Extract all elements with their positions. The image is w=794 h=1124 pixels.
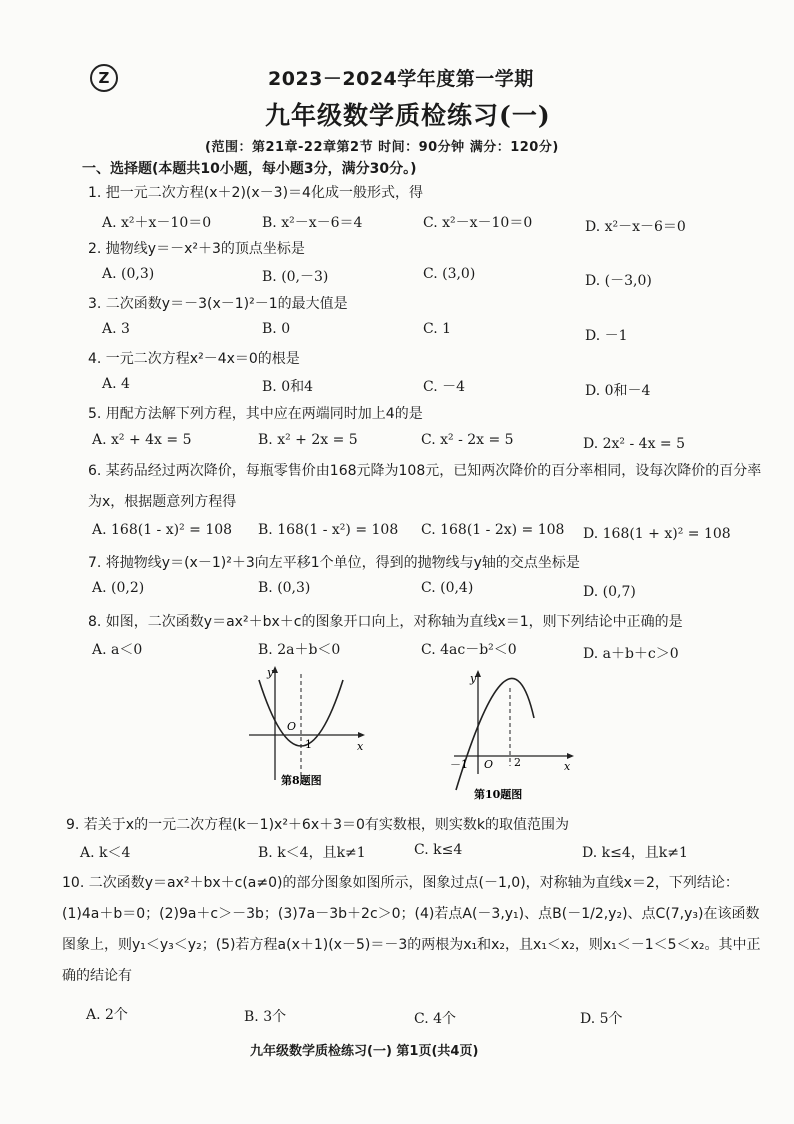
option-d: D. 2x² - 4x = 5 (583, 436, 686, 452)
option-b: B. x² + 2x = 5 (258, 432, 358, 448)
option-b: B. 0和4 (262, 379, 314, 395)
option-c: C. 4个 (414, 1011, 457, 1027)
tick-label-neg1: －1 (450, 758, 468, 771)
option-b: B. 2a＋b＜0 (258, 642, 341, 658)
tick-label-1: 1 (305, 738, 312, 751)
option-b: B. 168(1 - x²) = 108 (258, 522, 399, 538)
question-stem: 2. 抛物线y＝－x²＋3的顶点坐标是 (88, 241, 305, 257)
figure-8 (245, 662, 375, 790)
y-label: y (470, 672, 477, 685)
x-axis-arrow (358, 732, 365, 738)
option-b: B. 3个 (244, 1009, 287, 1025)
question-stem: 8. 如图，二次函数y＝ax²＋bx＋c的图象开口向上，对称轴为直线x＝1，则下列结论中正确的是 (88, 614, 683, 630)
option-c: C. k≤4 (414, 842, 463, 858)
option-a: A. 4 (102, 376, 130, 392)
option-c: C. (0,4) (421, 580, 474, 596)
option-c: C. 168(1 - 2x) = 108 (421, 522, 565, 538)
option-c: C. 1 (423, 321, 452, 337)
option-a: A. x²＋x－10＝0 (102, 215, 212, 231)
option-a: A. (0,3) (102, 266, 155, 282)
page-footer: 九年级数学质检练习(一) 第1页(共4页) (250, 1044, 479, 1059)
section-heading: 一、选择题(本题共10小题，每小题3分，满分30分。) (82, 161, 417, 177)
option-c: C. x²－x－10＝0 (423, 215, 533, 231)
option-c: C. －4 (423, 379, 466, 395)
question-stem: 3. 二次函数y＝－3(x－1)²－1的最大值是 (88, 296, 348, 312)
option-b: B. (0,－3) (262, 269, 329, 285)
y-label: y (267, 666, 274, 679)
question-stem: 9. 若关于x的一元二次方程(k－1)x²＋6x＋3＝0有实数根，则实数k的取值范围为 (66, 817, 570, 833)
option-a: A. x² + 4x = 5 (92, 432, 192, 448)
option-b: B. k＜4，且k≠1 (258, 845, 366, 861)
option-a: A. k＜4 (80, 845, 131, 861)
option-d: D. x²－x－6＝0 (585, 219, 686, 235)
option-d: D. a＋b＋c＞0 (583, 646, 679, 662)
x-label: x (357, 740, 364, 753)
exam-meta: (范围：第21章-22章第2节 时间：90分钟 满分：120分) (205, 140, 559, 155)
x-label: x (564, 760, 571, 773)
option-d: D. 5个 (580, 1011, 623, 1027)
option-d: D. 0和－4 (585, 383, 651, 399)
option-d: D. (0,7) (583, 584, 636, 600)
tick-label-2: 2 (514, 756, 521, 769)
option-a: A. a＜0 (92, 642, 143, 658)
question-stem: 10. 二次函数y＝ax²＋bx＋c(a≠0)的部分图象如图所示，图象过点(－1,0)，对称轴为直线x＝2，下列结论：(1)4a＋b＝0；(2)9a＋c＞－3b；(3)7a－3b＋2c＞0；(4)若点A(－3,y₁)、点B(－1/2,y₂)、点C(7,y₃)在该函数图象上，则y₁＜y₃＜y₂；(5)若方程a(x＋1)(x－5)＝－3的两根为x₁和x₂，且x₁＜x₂，则x₁＜－1＜5＜x₂。其中正确的结论有 (62, 875, 761, 984)
parabola (456, 678, 534, 790)
question-stem: 1. 把一元二次方程(x＋2)(x－3)＝4化成一般形式，得 (88, 185, 423, 201)
question-stem: 6. 某药品经过两次降价，每瓶零售价由168元降为108元，已知两次降价的百分率相同，设每次降价的百分率为x，根据题意列方程得 (88, 463, 762, 510)
question-stem: 5. 用配方法解下列方程，其中应在两端同时加上4的是 (88, 406, 423, 422)
x-axis-arrow (567, 753, 574, 759)
version-logo: Z (90, 64, 118, 92)
option-a: A. 3 (102, 321, 130, 337)
option-c: C. x² - 2x = 5 (421, 432, 514, 448)
option-d: D. k≤4，且k≠1 (582, 845, 688, 861)
origin-label: O (287, 720, 297, 733)
option-b: B. (0,3) (258, 580, 311, 596)
origin-label: O (484, 758, 494, 771)
page-title: 九年级数学质检练习(一) (265, 101, 551, 130)
figure-caption: 第10题图 (474, 788, 523, 801)
school-year: 2023－2024学年度第一学期 (268, 68, 534, 90)
option-a: A. (0,2) (92, 580, 145, 596)
figure-caption: 第8题图 (281, 774, 322, 787)
option-d: D. 168(1 + x)² = 108 (583, 526, 731, 542)
option-c: C. (3,0) (423, 266, 476, 282)
option-c: C. 4ac－b²＜0 (421, 642, 517, 658)
question-stem: 7. 将抛物线y＝(x－1)²＋3向左平移1个单位，得到的抛物线与y轴的交点坐标是 (88, 555, 580, 571)
question-stem: 4. 一元二次方程x²－4x＝0的根是 (88, 351, 300, 367)
option-a: A. 2个 (86, 1007, 128, 1023)
option-a: A. 168(1 - x)² = 108 (92, 522, 233, 538)
option-b: B. x²－x－6＝4 (262, 215, 363, 231)
option-d: D. (－3,0) (585, 273, 652, 289)
option-d: D. －1 (585, 328, 628, 344)
figure-10 (452, 666, 582, 800)
option-b: B. 0 (262, 321, 291, 337)
